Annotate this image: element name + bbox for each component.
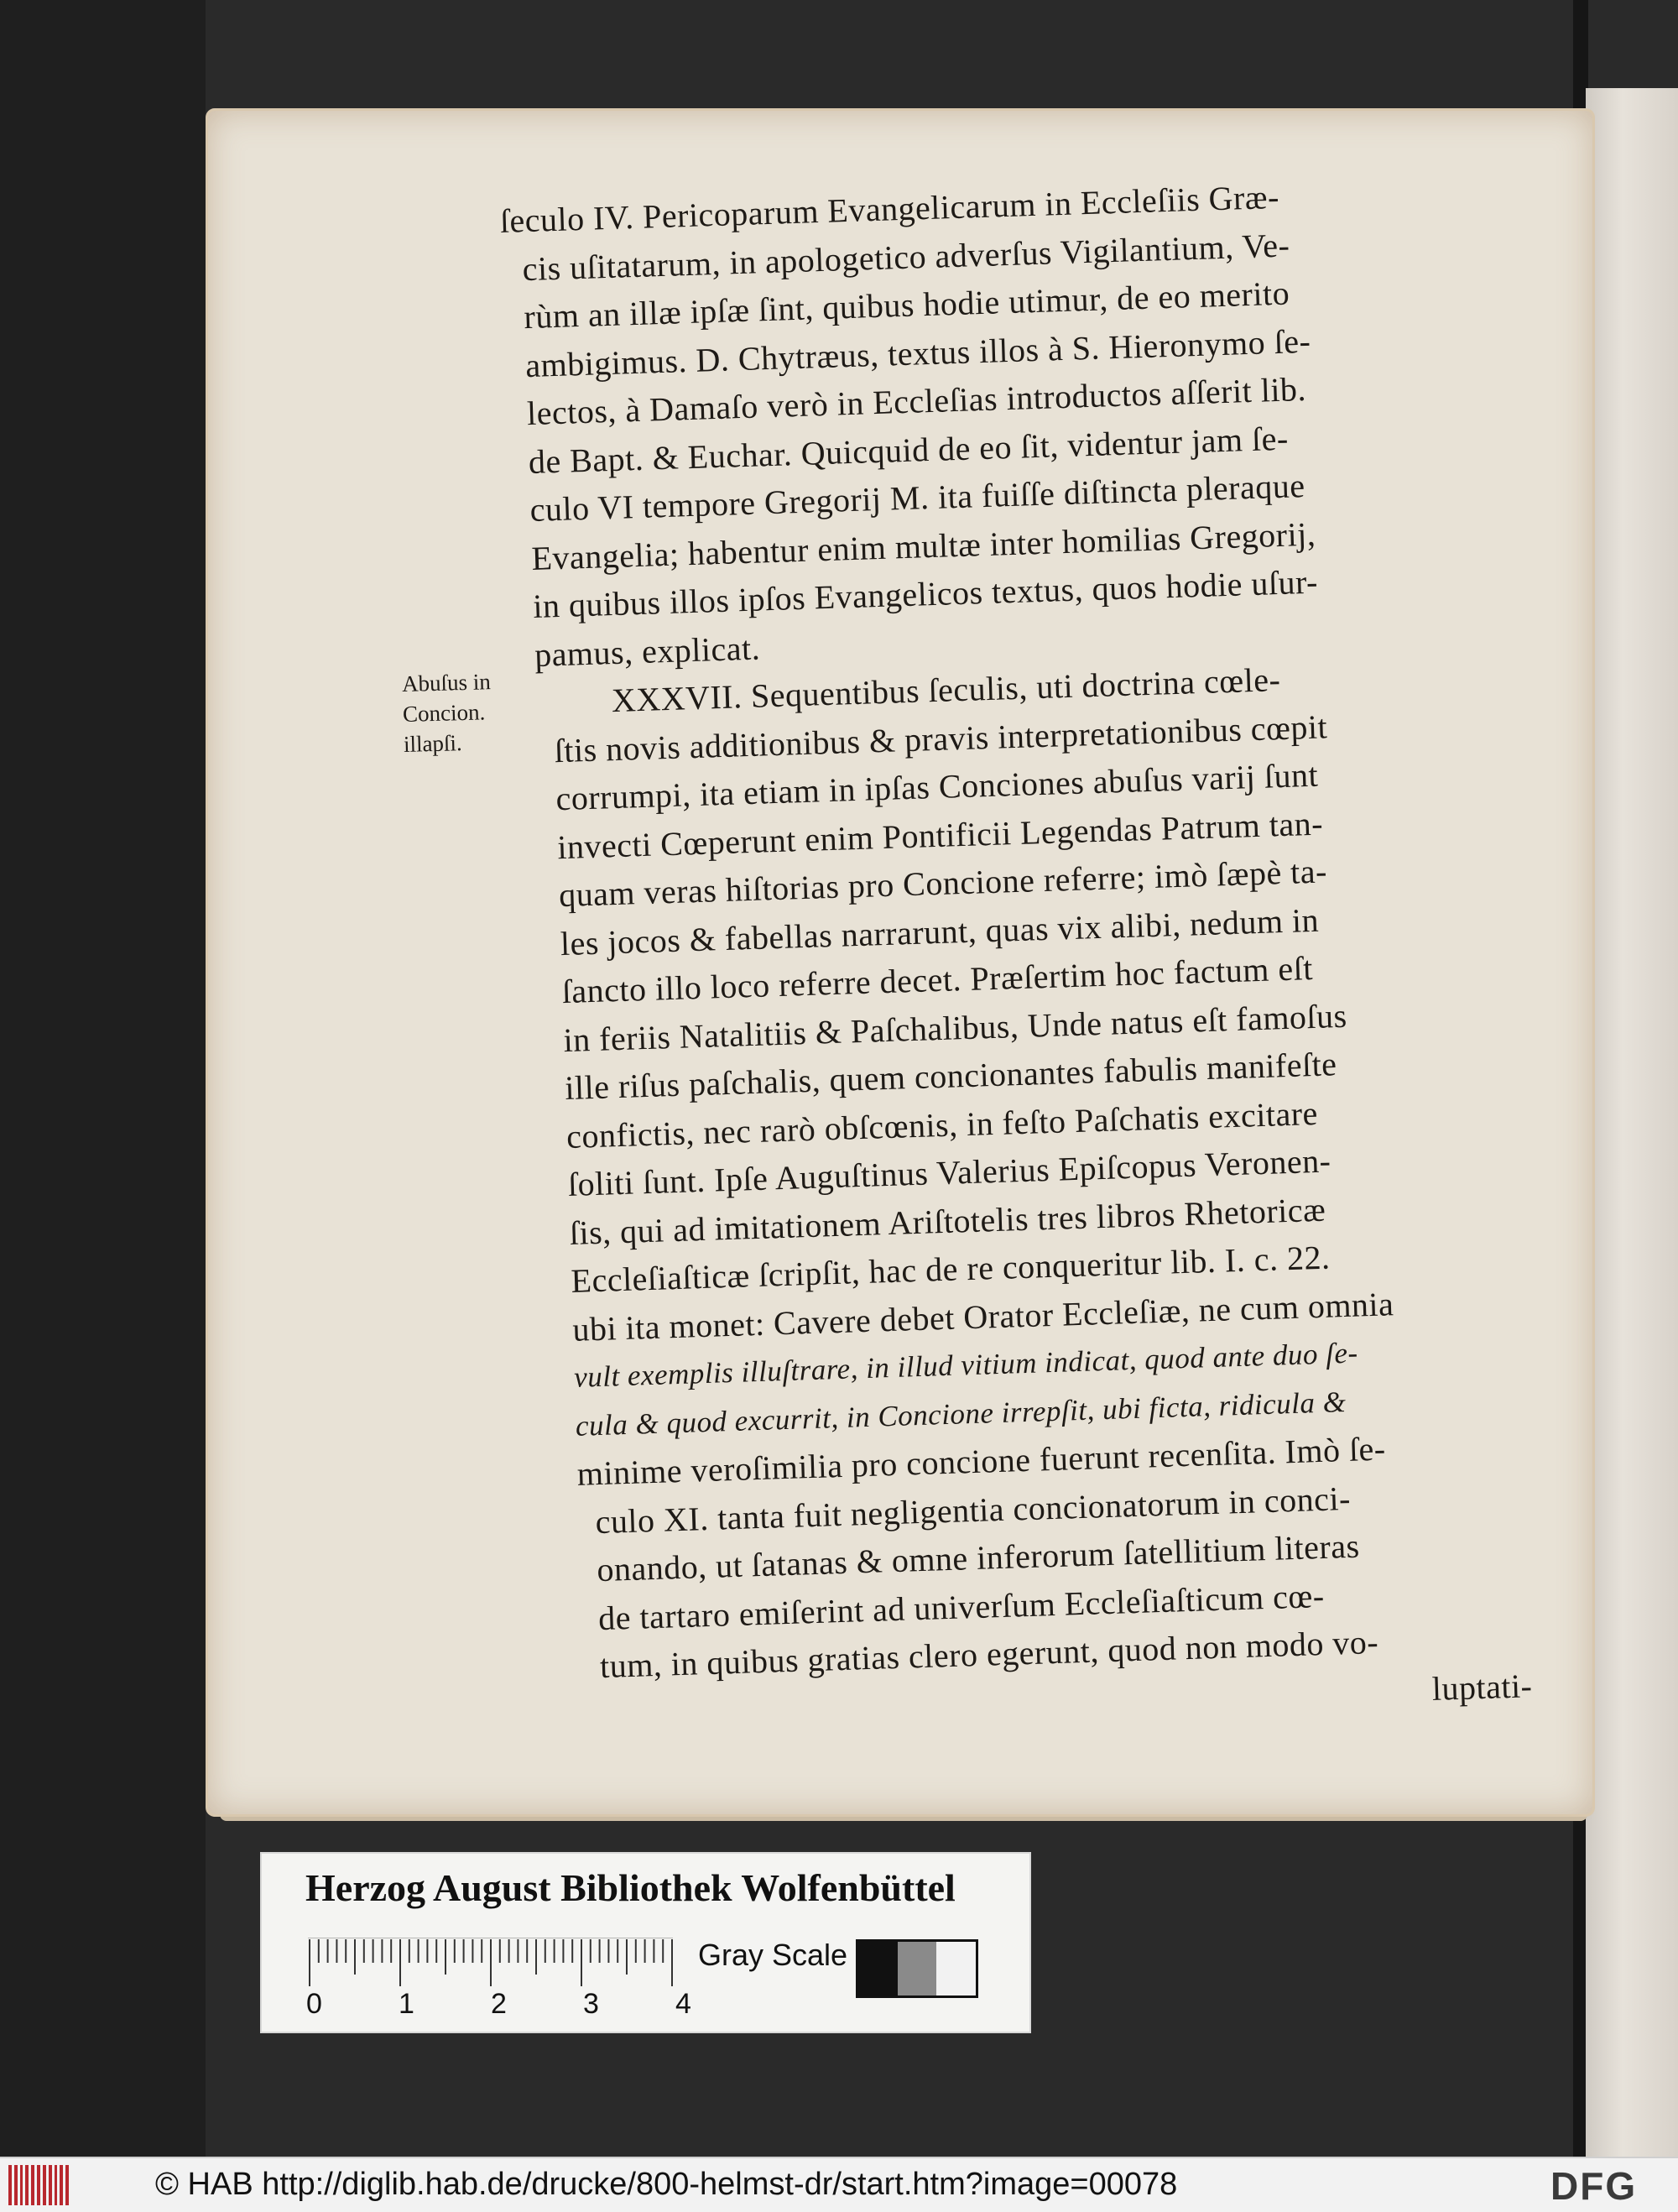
ruler-numbers [300,1988,719,2022]
text-line: corrumpi, ita etiam in ipſas Conciones abuſus varij ſunt [555,755,1319,818]
text-line: de Bapt. & Euchar. Quicquid de eo ſit, videntur jam ſe- [528,419,1290,481]
text-line: ſancto illo loco referre decet. Præſertim hoc factum eſt [561,949,1314,1011]
text-line: XXXVII. Sequentibus ſeculis, uti doctrina cœle- [611,660,1281,720]
text-line: ubi ita monet: Cavere debet Orator Eccleſiæ, ne cum omnia [571,1284,1394,1349]
text-line: vult exemplis illuſtrare, in illud vitium indicat, quod ante duo ſe- [573,1336,1359,1394]
text-line: ſtis novis additionibus & pravis interpretationibus cœpit [554,707,1328,770]
ruler-number: 0 [306,1988,322,2020]
text-line: ille riſus paſchalis, quem concionantes fabulis manifeſte [564,1045,1338,1108]
text-line: Evangelia; habentur enim multæ inter homilias Gregorij, [530,514,1316,577]
footer-bar [0,2157,1678,2212]
text-line: lectos, à Damaſo verò in Eccleſias introductos aſſerit lib. [526,369,1307,433]
text-line: quam veras hiſtorias pro Concione referre; imò ſæpè ta- [558,852,1328,915]
gray-scale-label: Gray Scale [698,1938,848,1972]
copyright-url[interactable]: © HAB http://diglib.hab.de/drucke/800-helmst-dr/start.htm?image=00078 [155,2167,1178,2202]
text-line: ſeculo IV. Pericoparum Evangelicarum in Eccleſiis Græ- [499,177,1280,240]
text-line: confictis, nec rarò obſcœnis, in feſto Paſchatis excitare [565,1093,1319,1156]
gray-scale-patches [856,1939,978,1998]
text-line: culo XI. tanta fuit negligentia concionatorum in conci- [594,1479,1352,1541]
ruler-scale [308,1938,673,1988]
text-line: in quibus illos ipſos Evangelicos textus, quos hodie uſur- [532,562,1319,625]
text-line: culo VI tempore Gregorij M. ita fuiſſe diſtincta pleraque [529,467,1306,530]
text-line: cula & quod excurrit, in Concione irrepſit, ubi ficta, ridicula & [575,1385,1347,1442]
ruler-number: 3 [583,1988,599,2020]
text-line: Eccleſiaſticæ ſcripſit, hac de re conqueritur lib. I. c. 22. [570,1238,1331,1300]
text-line: rùm an illæ ipſæ ſint, quibus hodie utimur, de eo merito [523,274,1290,336]
hab-logo-icon [8,2165,69,2205]
text-line: pamus, explicat. [534,629,761,674]
text-line: onando, ut ſatanas & omne inferorum ſatellitium literas [596,1526,1361,1589]
text-line: invecti Cœperunt enim Pontificii Legendas Patrum tan- [556,804,1324,866]
ruler-number: 4 [675,1988,691,2020]
text-line: in feriis Natalitiis & Paſchalibus, Unde natus eſt famoſus [562,996,1348,1059]
gray-patch-dark [858,1942,898,1995]
text-line: tum, in quibus gratias clero egerunt, quod non modo vo- [599,1622,1379,1686]
margin-note [402,665,530,759]
text-line: minime veroſimilia pro concione fuerunt recenſita. Imò ſe- [576,1429,1387,1493]
page-text [499,165,1550,1740]
library-name: Herzog August Bibliothek Wolfenbüttel [305,1866,956,1909]
text-line: les jocos & fabellas narrarunt, quas vix alibi, nedum in [560,900,1320,963]
catchword: luptati- [1431,1666,1534,1708]
margin-note-line: Abuſus in [401,669,492,696]
margin-note-line: illapſi. [403,730,463,757]
gray-patch-mid [898,1942,937,1995]
text-line: cis uſitatarum, in apologetico adverſus Vigilantium, Ve- [521,225,1291,288]
margin-note-line: Concion. [402,699,486,727]
text-line: ſoliti ſunt. Ipſe Auguſtinus Valerius Epiſcopus Veronen- [567,1141,1332,1203]
facing-page-edge [1586,88,1678,2157]
left-dark-margin [0,0,206,2157]
ruler-number: 2 [491,1988,507,2020]
ruler-number: 1 [399,1988,414,2020]
dfg-logo: DFG [1550,2164,1638,2208]
text-line: ambigimus. D. Chytræus, textus illos à S. Hieronymo ſe- [524,321,1311,384]
library-color-card [260,1852,1031,2033]
gray-patch-light [936,1942,976,1995]
text-line: ſis, qui ad imitationem Ariſtotelis tres libros Rhetoricæ [569,1190,1326,1252]
text-line: de tartaro emiſerint ad univerſum Eccleſiaſticum cœ- [597,1576,1326,1637]
